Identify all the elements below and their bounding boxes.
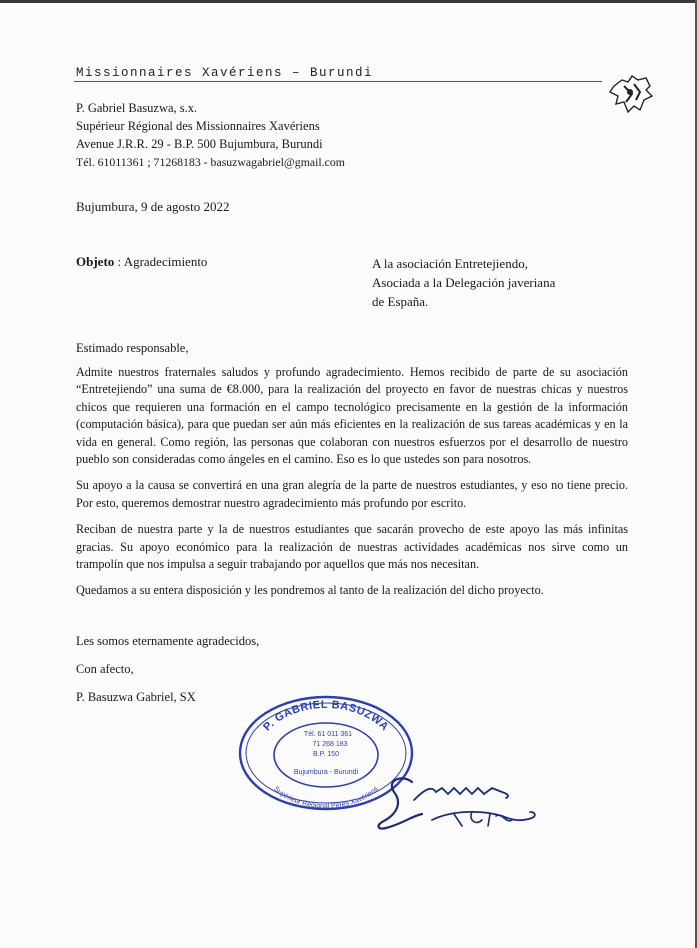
subject-label: Objeto — [76, 254, 115, 269]
subject-value: Agradecimiento — [123, 254, 208, 269]
addressee-line-2: Asociada a la Delegación javeriana — [372, 275, 556, 290]
sender-address: Avenue J.R.R. 29 - B.P. 500 Bujumbura, Burundi — [76, 137, 323, 151]
letterhead-organization: Missionnaires Xavériens – Burundi — [76, 66, 374, 80]
addressee-block — [372, 254, 555, 311]
addressee-line-3: de España. — [372, 294, 429, 309]
letter-date: Bujumbura, 9 de agosto 2022 — [76, 199, 230, 214]
stamp-city: Bujumbura - Burundi — [293, 769, 359, 776]
letter-body — [76, 364, 628, 609]
stamp-tel-2: 71 268 183 — [312, 741, 348, 748]
subject-separator: : — [114, 254, 124, 269]
stamp-bottom-arc: Supérieur Régional Pères Xavériens — [272, 785, 380, 811]
sender-block — [76, 99, 345, 171]
addressee-line-1: A la asociación Entretejiendo, — [372, 256, 528, 271]
body-paragraph-2: Su apoyo a la causa se convertirá en una gran alegría de la parte de nuestros estudiantes, y eso no tiene precio. Por esto, queremos demostrar nuestro agradecimiento más profundo por escrito. — [76, 478, 628, 510]
top-border — [0, 0, 697, 3]
sender-name: P. Gabriel Basuzwa, s.x. — [76, 101, 198, 115]
body-paragraph-4: Quedamos a su entera disposición y les pondremos al tanto de la realización del dicho proyecto. — [76, 583, 544, 598]
sender-contact: Tél. 61011361 ; 71268183 - basuzwagabriel@gmail.com — [76, 155, 345, 169]
letterhead-rule — [74, 81, 602, 82]
stamp-tel-1: Tél. 61 011 361 — [303, 731, 353, 738]
body-paragraph-1: Admite nuestros fraternales saludos y profundo agradecimiento. Hemos recibido de parte de su asociación “Entretejiendo” una suma de €8.000, para la realización del proyecto en favor de nuestras chicas y nuestros chicos que requieren una formación en el campo tecnológico precisamente en la gestión de la información (computación básica), para que puedan ser aún más eficientes en la realización de sus tareas académicas y en la vida en general. Como región, las personas que colaboran con nuestros esfuerzos por el desarrollo de nuestro pueblo son consideradas como ángeles en el camino. Eso es lo que ustedes son para nosotros. — [76, 365, 628, 467]
subject-line — [76, 254, 207, 270]
handwritten-signature — [372, 770, 552, 840]
closing-line-2: Con afecto, — [76, 662, 134, 676]
closing-line-1: Les somos eternamente agradecidos, — [76, 634, 260, 648]
svg-text:Supérieur Régional Pères Xavér — [272, 785, 380, 810]
greeting: Estimado responsable, — [76, 341, 189, 355]
stamp-bp: B.P. 150 — [313, 751, 339, 758]
xaverian-logo-icon — [606, 72, 656, 114]
body-paragraph-3: Reciban de nuestra parte y la de nuestros estudiantes que sacarán provecho de este apoyo las más infinitas gracias. Su apoyo económico para la realización de nuestras actividades académicas nos sirve como un trampolín que nos impulsa a seguir trabajando por aquellos que más nos necesitan. — [76, 522, 628, 572]
sender-title: Supérieur Régional des Missionnaires Xavériens — [76, 119, 320, 133]
stamp-top-arc: P. GABRIEL BASUZWA — [261, 698, 391, 734]
signatory-name: P. Basuzwa Gabriel, SX — [76, 690, 196, 704]
